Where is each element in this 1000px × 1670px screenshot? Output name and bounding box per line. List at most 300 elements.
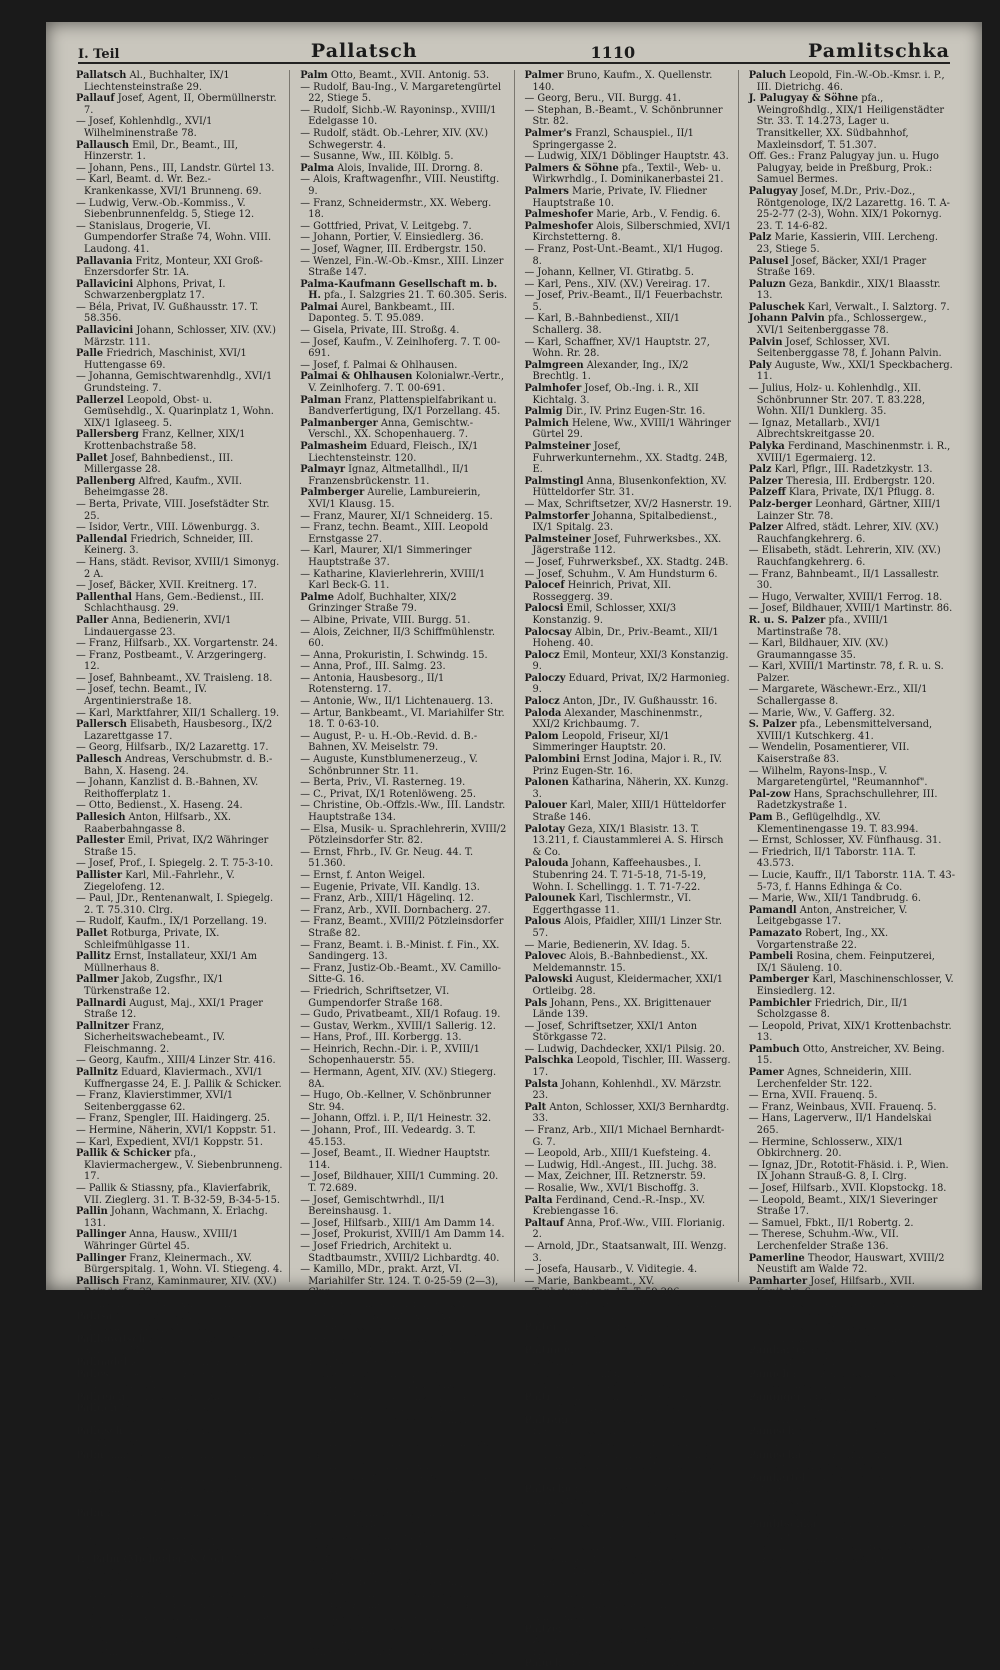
entry-details: Ernst, Installateur, XXI/1 Am Müllnerhaus 8. (84, 951, 257, 974)
entry-details: — Béla, Privat, IV. Gußhausstr. 17. T. 58.356. (76, 301, 259, 325)
entry-details: — Hermann, Agent, XIV. (XV.) Stiegerg. 8A. (300, 1067, 497, 1090)
entry-details: Alois, Pfaidler, XIII/1 Linzer Str. 57. (532, 916, 723, 939)
entry-details: — Ludwig, Ctoinfdr., IV. Joh. Straußg. 15. (524, 1368, 731, 1380)
directory-entry (300, 940, 507, 963)
entry-details: Karl, Mil.-Fahrlehr., V. Ziegelofeng. 12. (84, 869, 235, 893)
directory-entry (525, 1276, 732, 1299)
entry-surname: Pallet (76, 452, 108, 464)
directory-entry (76, 592, 283, 615)
entry-details: Marie, Papierhdlg., XVIII/1 Gentzgasse 118. (84, 1403, 255, 1426)
directory-entry (300, 522, 507, 545)
entry-details: pfa., I. Salzgries 21. T. 60.305. Seris. (324, 290, 508, 302)
directory-entry (749, 719, 956, 742)
directory-entry (749, 998, 956, 1021)
entry-surname: Pallnadel (76, 1356, 128, 1368)
directory-entry (300, 174, 507, 197)
column-2 (300, 70, 514, 1670)
entry-details: — Gottfried, Privat, V. Leitgebg. 7. (300, 220, 472, 232)
directory-entry (76, 835, 283, 858)
entry-details: — Ludwig, Hdl.-Angest., III. Juchg. 38. (524, 1159, 717, 1171)
entry-details: — Marie, Ww., XII/1 Tandbrudg. 6. (748, 893, 921, 905)
directory-entry (525, 1125, 732, 1148)
directory-entry (300, 105, 507, 128)
entry-details: — Gisela, Private, III. Stroßg. 4. (300, 325, 460, 337)
directory-entry (749, 1195, 956, 1218)
entry-details: Rosina, chem. Feinputzerei, IX/1 Säuleng. 10. (756, 951, 935, 974)
directory-entry (525, 313, 732, 336)
directory-entry (525, 940, 732, 952)
entry-surname: Palter (524, 1322, 558, 1334)
directory-entry (300, 244, 507, 256)
entry-details: Franz, Sicherheitswachebeamt., IV. Fleischmanng. 2. (84, 1020, 225, 1055)
entry-surname: Pamharter (748, 1275, 808, 1287)
entry-details: Barbara, Milchmeierin, XVI/1 Ottakringer Str. 206. (756, 1519, 936, 1542)
directory-entry (300, 847, 507, 870)
directory-entry (525, 1554, 732, 1577)
directory-entry (300, 163, 507, 175)
directory-entry (525, 824, 732, 859)
directory-entry (525, 1403, 732, 1415)
directory-entry (300, 1067, 507, 1090)
directory-entry (300, 1438, 507, 1461)
entry-surname: Paltauf (524, 1217, 564, 1229)
directory-entry (749, 70, 956, 93)
directory-entry (300, 302, 507, 325)
entry-surname: Pambichler (748, 997, 812, 1009)
entry-details: Aurel, Bankbeamt., III. Daponteg. 5. T. 95.089. (308, 301, 455, 325)
entry-details: Alphons, Privat, I. Schwarzenbergplatz 17. (84, 278, 226, 302)
entry-surname: Pallersberg (76, 429, 139, 441)
entry-details: — Wilhelm, Rayons-Insp., V. Margaretengürtel, "Reumannhof". (748, 765, 928, 789)
entry-details: Helene, Ww., XVIII/1 Währinger Gürtel 29. (532, 417, 731, 441)
entry-details: Franz, Kaminmaurer, XIV. (XV.) Reindorfg. 22. (84, 1275, 277, 1299)
entry-details: Pauline, Konditorei, XXI/4 Donaufelder Str. 185. (756, 1345, 939, 1368)
directory-entry (749, 684, 956, 707)
entry-details: — Hans, städt. Revisor, XVIII/1 Simonyg. 2 A. (76, 556, 280, 580)
directory-entry (76, 638, 283, 650)
directory-entry (76, 1635, 283, 1647)
directory-entry (525, 1102, 732, 1125)
directory-entry (300, 1612, 507, 1624)
entry-details: — Rudolf, Bau-Ing., V. Margaretengürtel 22, Stiege 5. (300, 81, 502, 105)
entry-surname: Palt (524, 1101, 547, 1113)
entry-details: — Josef, Fuhrwerksbef., XX. Stadtg. 24B. (524, 556, 729, 568)
entry-details: — Pallik & Stiassny, pfa., Klavierfabrik, VII. Zieglerg. 31. T. B-32-59, B-34-5-15. (76, 1183, 280, 1206)
entry-details: — Gabriele, Gesch., XIX/1 Pokornyg. 5. (76, 1542, 271, 1554)
directory-entry (76, 302, 283, 325)
entry-details: — Karl, Beamt. d. Wr. Bez.-Krankenkasse, XVI/1 Brunneng. 69. (76, 174, 262, 197)
directory-entry (300, 1403, 507, 1415)
entry-details: — Johann, Prof., III. Vedeardg. 3. T. 45.153. (300, 1125, 476, 1148)
directory-entry (749, 1229, 956, 1252)
entry-details: — Berta, Priv., VI. Rasterneg. 19. (300, 777, 466, 789)
directory-entry (525, 163, 732, 186)
entry-surname: Paltscho (524, 1484, 572, 1496)
entry-surname: Paltzer (524, 1623, 564, 1635)
entry-surname: Palocz (524, 649, 560, 661)
entry-details: pfa., Klaviermachergew., V. Siebenbrunneng. 17. (84, 1148, 283, 1183)
entry-details: pfa., Lebensmittelversand, XVIII/1 Kutschkerg. 41. (756, 719, 933, 742)
directory-entry (525, 1044, 732, 1056)
entry-surname: Pam (748, 812, 773, 823)
directory-page (46, 22, 982, 1670)
directory-entry (300, 279, 507, 302)
entry-surname: Pallesich (76, 812, 126, 823)
directory-entry (525, 1380, 732, 1392)
entry-surname: Palyka (748, 441, 785, 452)
entry-details: Alois, Fuhrwerksbes., XIII/1 Wiffingerstr. 29. (84, 1426, 265, 1450)
directory-entry (300, 1218, 507, 1230)
entry-details: — Karl, B.-Bahnbedienst., XII/1 Schallerg. 38. (524, 313, 681, 337)
entry-details: — Ottokar, Schulwart, X. Thavonag. 20. (300, 1565, 498, 1577)
directory-entry (300, 1229, 507, 1241)
entry-surname: Palzeff (748, 487, 786, 499)
entry-details: Emil, Schlosser, XXI/3 Konstanzig. 9. (532, 603, 677, 626)
entry-details: Andreas, Verschubmstr. d. B.-Bahn, X. Haseng. 24. (84, 754, 273, 777)
directory-entry (525, 128, 732, 151)
entry-surname: Palmayr (300, 464, 345, 476)
entry-surname: Pamischa (748, 1449, 802, 1461)
entry-details: — Franz, techn. Beamt., XIII. Leopold Ernstgasse 27. (300, 522, 489, 545)
directory-entry (525, 511, 732, 534)
directory-entry (525, 1658, 732, 1670)
entry-details: Adolf, Buchhalter, XIX/2 Grinzinger Straße 79. (308, 591, 457, 615)
directory-entry (525, 1299, 732, 1322)
directory-entry (300, 986, 507, 1009)
directory-entry (749, 1473, 956, 1496)
entry-details: — Friedrich, II/1 Taborstr. 11A. T. 43.573. (748, 846, 916, 870)
entry-details: — Maria, Private, VI. Brückeng. 2. (300, 1380, 472, 1392)
directory-entry (525, 1438, 732, 1450)
entry-surname: Palta (524, 1194, 553, 1206)
entry-details: — Ernst, IV. Goldegg. 7. T. 55.571, f. Ernst Paltscho. (524, 1530, 705, 1554)
directory-entry (300, 1171, 507, 1194)
entry-details: — Heinrich, Rechn.-Dir. i. P., XVIII/1 Schopenhauerstr. 55. (300, 1043, 480, 1067)
entry-details: Jakob, Zugsfhr., IX/1 Türkenstraße 12. (84, 974, 224, 997)
entry-details: — Hugo, Verwalter, XVIII/1 Ferrog. 18. (748, 591, 943, 603)
entry-surname: Paluch (524, 1658, 562, 1670)
entry-details: Eduard, Fleisch., IX/1 Liechtensteinstr. 120. (308, 441, 479, 464)
entry-details: — Richard, Beamt., IV. Brückenq. 1. (300, 1577, 479, 1589)
directory-entry (76, 221, 283, 256)
directory-entry (76, 1055, 283, 1067)
entry-details: — Josef, Prokurist, XVIII/1 Am Damm 14. (300, 1229, 505, 1241)
directory-entry (525, 916, 732, 939)
entry-surname: Palmstorfer (524, 510, 590, 522)
entry-details: Johann, Kaffeehausbes., I. Stubenring 24. T. 71-5-18, 71-5-19, Wohn. I. Schellingg. 1. T. 71-7-22. (532, 858, 707, 893)
directory-entry (76, 395, 283, 430)
entry-details: Alois, B.-Bahnbedienst., XX. Meldemannstr. 15. (532, 951, 708, 974)
directory-entry (300, 418, 507, 441)
directory-entry (76, 708, 283, 720)
entry-surname: Pallinger (76, 1229, 126, 1241)
entry-details: — Hermine, Schlosserw., XIX/1 Obkirchnerg. 20. (748, 1136, 904, 1160)
entry-details: — Lucie, Kauffr., II/1 Taborstr. 11A. T. 43-5-73, f. Hanns Edhinga & Co. (748, 869, 956, 893)
entry-details: — Paul, JDr., Rentenanwalt, I. Spiegelg. 2. T. 75.310. Clrg. (76, 893, 274, 916)
entry-details: Karl, Tischlermstr., VI. Eggerthgasse 11. (532, 893, 692, 916)
entry-details: Anton, Schlosser, XXI/3 Bernhardtg. 33. (532, 1101, 730, 1125)
directory-entry (749, 870, 956, 893)
directory-entry (76, 951, 283, 974)
directory-entry (300, 1392, 507, 1404)
entry-details: Leopold, Tischler, III. Wasserg. 17. (532, 1055, 731, 1079)
entry-details: Josef, M.Dr., Priv.-Doz., Röntgenologe, IX/2 Lazarettg. 16. T. A-25-2-77 (2-3), Wohn. XIX/1 Pokornyg. 23. T. 14-6-82. (756, 185, 950, 232)
directory-entry (76, 1554, 283, 1589)
entry-details: — Franz, Post-Unt.-Beamt., XI/1 Hugog. 8. (524, 243, 724, 267)
entry-details: — Erna, XVII. Frauenq. 5. (748, 1090, 878, 1102)
directory-entry (76, 893, 283, 916)
directory-entry (300, 1600, 507, 1612)
directory-entry (76, 1334, 283, 1357)
entry-surname: Pamandl (748, 904, 797, 916)
directory-entry (76, 557, 283, 580)
entry-details: — Susanne, Ww., III. Kölblg. 5. (300, 151, 454, 163)
entry-surname: Palmers & Söhne (524, 162, 619, 174)
entry-details: — Karl, Maurer, XI/1 Simmeringer Hauptstraße 37. (300, 545, 472, 568)
entry-details: Karl, Kaufm., XX. Klosterneuburger Straße 107. (756, 1449, 907, 1473)
directory-entry (300, 221, 507, 233)
directory-entry (300, 777, 507, 789)
entry-details: — Franz, Arb., XVII. Dornbacherg. 27. (300, 904, 491, 916)
entry-surname: Palvin (748, 336, 783, 348)
entry-surname: Pallenberg (76, 475, 136, 487)
directory-entry (749, 499, 956, 522)
directory-entry (300, 1032, 507, 1044)
entry-surname: Palmeshofer (524, 209, 594, 221)
entry-details: — Franz, Weinbaus, XVII. Frauenq. 5. (748, 1101, 937, 1113)
entry-surname: Palovec (524, 951, 567, 963)
entry-details: — Ignaz, JDr., Rototit-Fhäsid. i. P., Wien. IX Johann Strauß-G. 8, I. Clrg. (748, 1159, 949, 1183)
directory-entry (749, 1415, 956, 1427)
entry-details: Johann, Schlosser, XIV. (XV.) Märzstr. 111. (84, 325, 276, 348)
entry-surname: Pallendal (76, 533, 128, 545)
directory-entry (525, 1369, 732, 1381)
entry-surname: Pamer (748, 1067, 784, 1079)
entry-details: pfa., Amtsschild- u. Wappenmaler, I. Karlsplatz 3. (84, 1554, 250, 1589)
entry-details: Friedrich, Schneider, III. Keinerg. 3. (84, 533, 254, 557)
entry-surname: Palsta (524, 1078, 559, 1090)
directory-entry (749, 1554, 956, 1577)
entry-surname: Palz-berger (748, 498, 813, 510)
entry-surname: Palugyay (748, 185, 798, 197)
directory-entry (525, 244, 732, 267)
directory-entry (300, 615, 507, 627)
directory-entry (749, 1253, 956, 1276)
entry-details: — Marie, Offzl.-Ww., XX. Goldmüllerg. 10. (300, 1414, 490, 1438)
directory-entry (76, 1183, 283, 1206)
directory-entry (300, 754, 507, 777)
directory-entry (76, 998, 283, 1021)
entry-details: — Josef, Maurer, XVI/1 Weinheimerg. 20. (524, 1403, 729, 1415)
entry-details: Franz, Plattenspielfabrikant u. Bandverfertigung, IX/1 Porzellang. 45. (308, 394, 501, 418)
entry-surname: Pallreich (76, 1391, 126, 1403)
entry-details: — Sophie, Ww., XXI/1 Johannesg. 1. (300, 1611, 478, 1623)
entry-details: Josef, Ob.-Ing. i. R., XII Kichtalg. 3. (532, 383, 699, 406)
directory-entry (749, 313, 956, 336)
directory-entry (76, 70, 283, 93)
entry-details: Josef, Fuhrwerkunternehm., XX. Stadtg. 24B, E. (532, 441, 728, 476)
directory-entry (525, 580, 732, 603)
directory-entry (76, 858, 283, 870)
directory-entry (749, 1276, 956, 1299)
entry-details: — Anton, Buchdrucker, IX/1 Badg. 1. (76, 1472, 259, 1484)
directory-entry (76, 476, 283, 499)
directory-entry (749, 974, 956, 997)
entry-details: Paul, Zeitungsherausgeber, III. Messenhauserg. 11. (756, 1368, 947, 1392)
directory-entry (749, 789, 956, 812)
directory-entry (300, 198, 507, 221)
entry-surname: Pamberger (748, 974, 810, 986)
entry-details: Alexander, Beamt., XX/1 Währinger Gürtel 170. (532, 1322, 682, 1345)
right-keyword: Pamlitschka (808, 40, 950, 62)
directory-entry (300, 337, 507, 360)
directory-entry (300, 893, 507, 905)
entry-details: A., Private, VII. Zieglerg. 47. (128, 1391, 272, 1403)
directory-entry (300, 1415, 507, 1438)
directory-entry (525, 1577, 732, 1600)
directory-entry (76, 93, 283, 116)
directory-entry (300, 1566, 507, 1578)
directory-entry (76, 371, 283, 394)
entry-surname: Palmhofer (524, 383, 582, 395)
entry-details: Karl, Dreher, III. Keinerg. 3. (130, 1356, 271, 1368)
directory-entry (749, 1322, 956, 1345)
directory-entry (525, 650, 732, 673)
directory-entry (300, 1461, 507, 1484)
directory-entry (749, 337, 956, 360)
entry-details: — Johanna, Gemischtwarenhdlg., XVI/1 Grundsteing. 7. (76, 371, 273, 395)
entry-details: — Josef Friedrich, Architekt u. Stadtbaumstr., XVIII/2 Lichbardtg. 40. (300, 1240, 500, 1264)
entry-details: — Josef, Bildhauer, XIII/1 Cumming. 20. T. 72.689. (300, 1171, 499, 1194)
directory-entry (300, 1647, 507, 1670)
directory-entry (76, 1357, 283, 1369)
entry-surname: Pallet (76, 927, 108, 939)
directory-entry (300, 1624, 507, 1647)
directory-entry (525, 708, 732, 731)
entry-details: Franz, Kleinermach., XV. Bürgerspitalg. 1, Wohn. VI. Stiegeng. 4. (84, 1252, 283, 1276)
entry-details: Cäcilie, Tischlerw., XV. Herklotzgasse 32. (532, 1414, 684, 1438)
directory-entry (300, 1148, 507, 1171)
entry-details: — Johann, Portier, V. Einsiedlerg. 36. (300, 232, 484, 244)
entry-details: — Ernst, f. Anton Weigel. (300, 869, 426, 881)
directory-entry (749, 615, 956, 638)
directory-entry (525, 696, 732, 708)
entry-details: — Ludwig, Verw.-Ob.-Kommiss., V. Siebenbrunnenfeldg. 5, Stiege 12. (76, 197, 255, 221)
entry-surname: Pal-zow (748, 788, 791, 800)
directory-entry (76, 279, 283, 302)
entry-details: — Hermine, Papierhdlg., XVIII/1 Genzg. 69. (76, 1484, 275, 1508)
entry-details: — Josef, Kaufm., V. Zeinlhoferg. 7. T. 00-691. (300, 336, 501, 360)
entry-details: — Franz, Bahnbeamt., II/1 Lassallestr. 30. (748, 568, 940, 592)
entry-details: — Hugo, Ob.-Kellner, V. Schönbrunner Str. 94. (300, 1090, 491, 1113)
entry-details: — Josef, Bildhauer, XVIII/1 Martinstr. 86. (748, 603, 953, 615)
entry-surname: Pallin (76, 1206, 108, 1218)
entry-details: — Johann, Pens., III, Landstr. Gürtel 13. (76, 162, 275, 174)
entry-details: — Matthias, Buchdrucker, XVIII/1 Wienerbergstraße 8. (748, 1298, 917, 1322)
entry-surname: Palti (524, 1391, 550, 1403)
entry-details: — Stanislaus, Drogerie, VI. Gumpendorfer Straße 74, Wohn. VIII. Laudong. 41. (76, 220, 272, 255)
directory-entry (76, 1148, 283, 1183)
directory-entry (76, 163, 283, 175)
entry-surname: Pallmer (76, 974, 119, 986)
entry-details: Eduard, Privat, IX/2 Harmonieg. 9. (532, 672, 730, 696)
entry-details: — Franz, Arb., XII/1 Michael Bernhardt-G. 7. (524, 1125, 725, 1148)
directory-entry (525, 1183, 732, 1195)
entry-details: — Josef, Bäcker, XVII. Kreitnerg. 17. (76, 580, 257, 592)
directory-entry (749, 476, 956, 488)
directory-entry (749, 592, 956, 604)
entry-details: — Margarete, Wäschewr.-Erz., XII/1 Schallergasse 8. (748, 684, 928, 708)
entry-details: pfa., Textil-, Web- u. Wirkwrhdlg., I. Dominikanerbastei 21. (532, 162, 724, 186)
entry-details: Anna, Prof.-Ww., VIII. Florianig. 2. (532, 1217, 725, 1241)
directory-entry (300, 232, 507, 244)
directory-entry (525, 290, 732, 313)
directory-entry (525, 93, 732, 105)
directory-entry (525, 974, 732, 997)
directory-entry (525, 777, 732, 800)
directory-entry (76, 140, 283, 163)
directory-entry (300, 325, 507, 337)
entry-surname: Palma-Kaufmann Gesellschaft m. b. H. (300, 278, 498, 302)
directory-entry (525, 627, 732, 650)
entry-details: Otto, Beamt., XVII. Antonig. 53. (330, 70, 490, 81)
directory-entry (749, 1392, 956, 1415)
directory-entry (525, 1218, 732, 1241)
entry-details: — Franz, Klavierstimmer, XVI/1 Seitenberggasse 62. (76, 1090, 234, 1113)
entry-surname: Pallesch (76, 754, 122, 766)
entry-details: Johann, Kohlenhdl., XV. Märzstr. 23. (532, 1078, 722, 1102)
entry-details: Johanna, Spitalbedienst., IX/1 Spitalg. 23. (532, 510, 717, 534)
directory-entry (525, 754, 732, 777)
directory-entry (76, 1450, 283, 1473)
entry-details: Fritz, Monteur, XXI Groß-Enzersdorfer Str. 1A. (84, 255, 263, 279)
entry-details: — Auguste, Kunstblumenerzeug., V. Schönbrunner Str. 11. (300, 754, 478, 777)
directory-entry (749, 1218, 956, 1230)
entry-details: — Friedrich, Schriftsetzer, VI. Gumpendorfer Straße 168. (300, 985, 450, 1009)
directory-entry (300, 569, 507, 592)
directory-entry (76, 684, 283, 707)
entry-details: — Josef, f. Palmai & Ohlhausen. (300, 359, 458, 371)
entry-details: Alois, Silberschmied, XVI/1 Kirchstetterng. 8. (532, 220, 732, 244)
directory-entry (525, 557, 732, 569)
directory-entry (749, 742, 956, 765)
directory-entry (749, 638, 956, 661)
directory-entry (300, 661, 507, 673)
entry-surname: Johann Palvin (748, 313, 825, 325)
directory-entry (76, 1090, 283, 1113)
entry-details: — Matthias, Kaffeehausbes., II/1 Lilienbrunngasse 21. T. Wohn. Rr. 17. (748, 1322, 943, 1345)
directory-entry (749, 766, 956, 789)
entry-surname: Palz (748, 464, 772, 476)
entry-details: Alexander, Ing., IX/2 Brechtlg. 1. (532, 359, 689, 383)
directory-entry (749, 1519, 956, 1542)
directory-entry (300, 441, 507, 464)
entry-details: Emilie, Beamt.-Ww., XII/1 Arndtstraße 36. (532, 1484, 702, 1508)
directory-entry (300, 800, 507, 823)
entry-details: — Eugenie, Private, VII. Kandlg. 13. (300, 881, 480, 893)
entry-details: — Mathilde, Private, IV. Favoritenstr. 2. (76, 1646, 273, 1658)
directory-entry (525, 1055, 732, 1078)
entry-details: Geza, XIX/1 Blasistr. 13. T. 13.211, f. Ciaustammlerei A. S. Hirsch & Co. (532, 823, 724, 858)
directory-entry (749, 1044, 956, 1067)
entry-details: — Franz, Maurer, XI/1 Schneiderg. 15. (300, 510, 493, 522)
directory-entry (749, 418, 956, 441)
directory-entry (749, 661, 956, 684)
directory-entry (525, 1345, 732, 1368)
entry-details: — Therese, Schuhm.-Ww., VII. Lerchenfelder Straße 136. (748, 1229, 899, 1252)
entry-details: Geza, Bankdir., XIX/1 Blaasstr. 13. (756, 278, 941, 302)
entry-surname: Pallatsch (76, 70, 127, 81)
